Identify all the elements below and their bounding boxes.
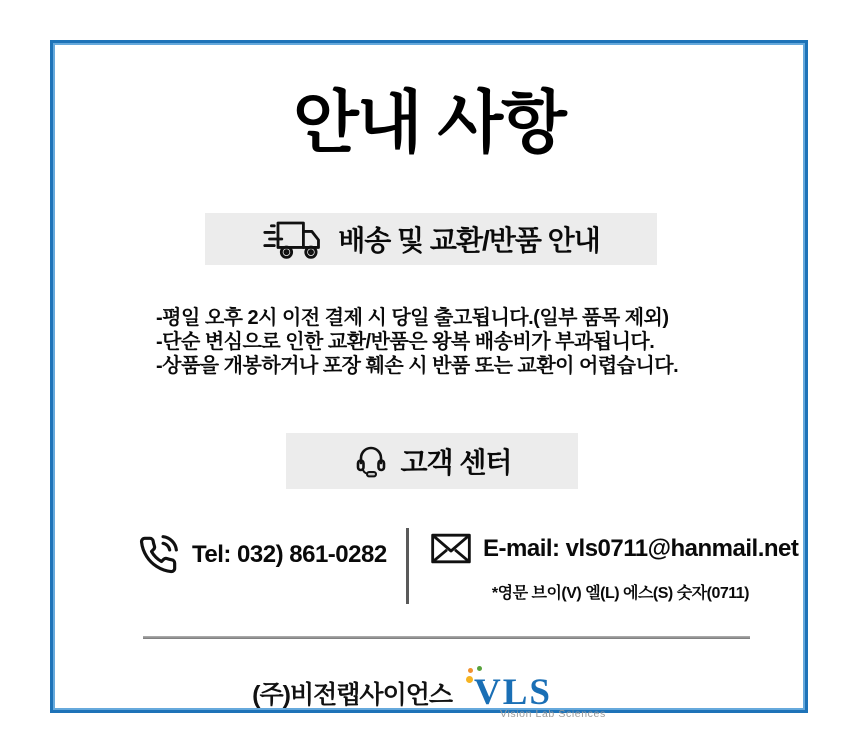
notice-line: -단순 변심으로 인한 교환/반품은 왕복 배송비가 부과됩니다. [156, 331, 655, 353]
email-spelling-note: *영문 브이(V) 엘(L) 에스(S) 숫자(0711) [491, 585, 749, 602]
shipping-notice-lines [156, 306, 678, 378]
phone-call-icon [138, 535, 178, 575]
email-address: E-mail: vls0711@hanmail.net [483, 534, 799, 562]
notice-line: -평일 오후 2시 이전 결제 시 당일 출고됩니다.(일부 품목 제외) [156, 307, 669, 329]
vls-logo [466, 666, 606, 720]
footer [53, 649, 805, 737]
logo-dot-orange-icon [468, 668, 473, 673]
logo-dot-green-icon [477, 666, 482, 671]
contact-divider [406, 528, 409, 604]
logo-subtext: Vision Lab Sciences [500, 708, 606, 720]
page-title: 안내 사항 [293, 85, 565, 161]
shipping-banner-label: 배송 및 교환/반품 안내 [338, 225, 600, 256]
tel-number: Tel: 032) 861-0282 [192, 541, 387, 568]
blue-border-frame [50, 40, 808, 720]
customer-center-banner-label: 고객 센터 [400, 447, 512, 478]
customer-center-banner [286, 433, 578, 489]
notice-line: -상품을 개봉하거나 포장 훼손 시 반품 또는 교환이 어렵습니다. [156, 355, 679, 377]
company-name: (주)비전랩사이언스 [252, 681, 453, 709]
logo-dot-amber-icon [466, 676, 473, 683]
shipping-banner [205, 213, 657, 265]
tel-contact [138, 535, 387, 575]
logo-text: VLS [474, 672, 553, 713]
footer-divider [143, 636, 750, 639]
delivery-truck-icon [262, 217, 326, 261]
email-contact [431, 533, 799, 603]
headset-icon [353, 444, 389, 478]
envelope-icon [431, 533, 471, 564]
